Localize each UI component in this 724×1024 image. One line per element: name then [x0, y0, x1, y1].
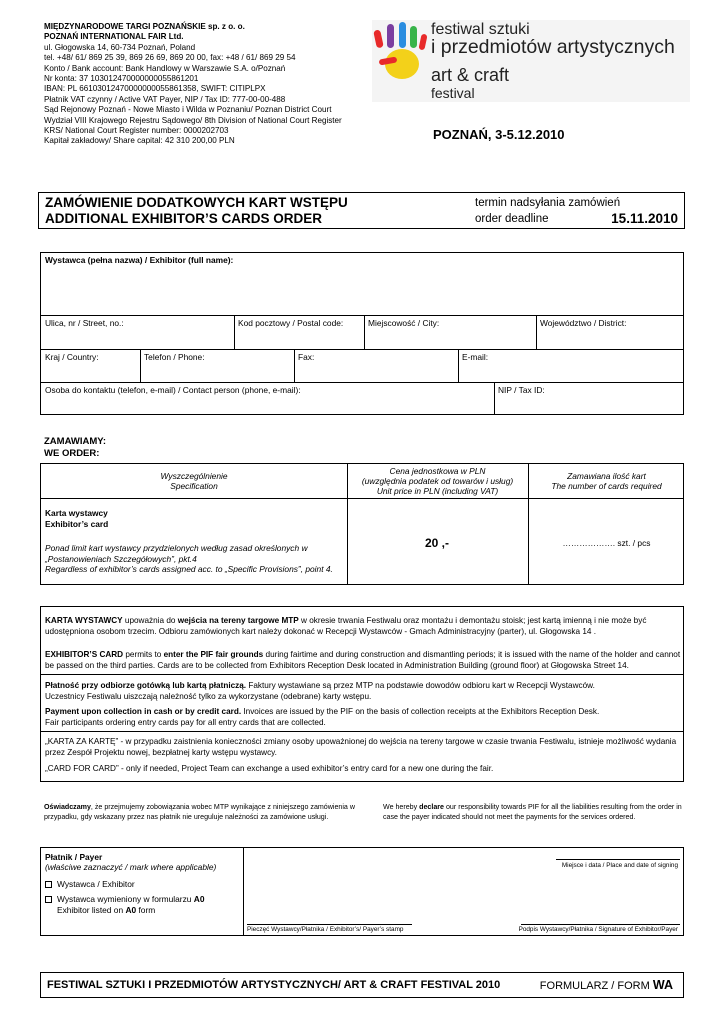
- phone-label: Telefon / Phone:: [144, 352, 205, 362]
- order-table: [40, 463, 684, 585]
- payer-option-a0-en-code: A0: [125, 905, 137, 915]
- event-location-date: POZNAŃ, 3-5.12.2010: [433, 127, 565, 142]
- payer-option-a0[interactable]: [45, 894, 204, 904]
- form-footer: [40, 972, 684, 998]
- declaration-en-bold: declare: [419, 803, 445, 811]
- col-unit-price-pl: Cena jednostkowa w PLN: [389, 466, 486, 476]
- card-terms-en-bold-1: EXHIBITOR’S CARD: [45, 650, 124, 659]
- item-note-pl-1: Ponad limit kart wystawcy przydzielonych według zasad określonych w: [45, 543, 308, 553]
- declaration-pl: [44, 803, 364, 822]
- footer-title: FESTIWAL SZTUKI I PRZEDMIOTÓW ARTYSTYCZNYCH/ ART & CRAFT FESTIVAL 2010: [47, 979, 501, 991]
- company-vat: Płatnik VAT czynny / Active VAT Payer, NIP / Tax ID: 777-00-00-488: [44, 94, 286, 104]
- city-field[interactable]: [364, 316, 536, 349]
- deadline-label-en: order deadline: [475, 213, 549, 225]
- company-iban: IBAN: PL 66103012470000000055861358, SWIFT: CITIPLPX: [44, 84, 266, 94]
- contact-person-field[interactable]: [41, 383, 494, 415]
- deadline-date: 15.11.2010: [611, 211, 678, 226]
- form-code: [540, 978, 673, 992]
- hand-logo-icon: [372, 20, 428, 86]
- order-item-exhibitor-card: [45, 508, 343, 575]
- payment-terms-en: [45, 707, 681, 728]
- payment-terms-en-bold: Payment upon collection in cash or by credit card.: [45, 707, 242, 716]
- district-field[interactable]: [536, 316, 684, 349]
- declaration-pl-bold: Oświadczamy: [44, 803, 91, 811]
- checkbox-exhibitor[interactable]: [45, 881, 52, 888]
- card-terms-pl-bold-1: KARTA WYSTAWCY: [45, 616, 123, 625]
- we-order-heading: [44, 436, 106, 459]
- logo-line-1: festiwal sztuki: [431, 21, 530, 38]
- order-title-en: ADDITIONAL EXHIBITOR’S CARDS ORDER: [45, 211, 323, 226]
- payment-terms-pl-text-1: Faktury wystawiane są przez MTP na podstawie dowodów odbioru kart w Recepcji Wystawców.: [246, 681, 595, 690]
- city-label: Miejscowość / City:: [368, 318, 440, 328]
- declaration-en: [383, 803, 683, 822]
- payment-terms-en-text-2: Fair participants ordering entry cards pay for all entry cards that are collected.: [45, 717, 326, 727]
- col-specification-pl: Wyszczególnienie: [160, 471, 228, 481]
- col-unit-price-header: [347, 466, 528, 496]
- payer-option-a0-label: Wystawca wymieniony w formularzu: [57, 894, 194, 904]
- card-terms-en-bold-2: enter the PIF fair grounds: [163, 650, 264, 659]
- tax-id-label: NIP / Tax ID:: [498, 385, 545, 395]
- payer-title: Płatnik / Payer: [45, 852, 103, 862]
- payment-terms-pl-bold: Płatność przy odbiorze gotówką lub kartą płatniczą.: [45, 681, 247, 690]
- company-phone: tel. +48/ 61/ 869 25 39, 869 26 69, 869 20 00, fax: +48 / 61/ 869 29 54: [44, 53, 296, 63]
- col-specification-header: [41, 471, 347, 491]
- card-for-card-pl: „KARTA ZA KARTĘ” - w przypadku zaistnienia konieczności zmiany osoby upoważnionej do wejścia na tereny targowe w czasie trwania Festiwalu, istnieje możliwość wydania przez Zespół Projektu nowej, bezpłatnej karty wstępu wystawcy.: [45, 737, 677, 757]
- postal-code-field[interactable]: [234, 316, 364, 349]
- col-unit-price-en: Unit price in PLN (including VAT): [376, 486, 499, 496]
- fax-field[interactable]: [294, 350, 458, 382]
- logo-line-3: art & craft: [431, 65, 510, 85]
- company-name-pl: MIĘDZYNARODOWE TARGI POZNAŃSKIE sp. z o. o.: [44, 22, 245, 31]
- payer-option-a0-en-suffix: form: [136, 905, 156, 915]
- order-title-box: [38, 192, 685, 229]
- form-code-label: FORMULARZ / FORM: [539, 980, 653, 992]
- card-terms-en-text-1: permits to: [123, 650, 164, 659]
- exhibitor-name-label: Wystawca (pełna nazwa) / Exhibitor (full name):: [45, 255, 234, 265]
- payer-box: [40, 847, 684, 936]
- logo-line-4: festival: [431, 85, 475, 101]
- place-date-label: Miejsce i data / Place and date of signing: [561, 862, 678, 869]
- item-note-pl-2: „Postanowieniach Szczegółowych”, pkt.4: [45, 553, 197, 564]
- terms-info-box: [40, 606, 684, 782]
- street-label: Ulica, nr / Street, no.:: [45, 318, 124, 328]
- order-title-pl: ZAMÓWIENIE DODATKOWYCH KART WSTĘPU: [45, 195, 348, 210]
- tax-id-field[interactable]: [494, 383, 684, 415]
- unit-price-value: 20 ,-: [424, 536, 449, 550]
- card-terms-pl: [45, 616, 681, 637]
- payer-option-a0-en: [57, 905, 155, 915]
- declaration-en-text-1: We hereby: [383, 803, 420, 811]
- col-specification-en: Specification: [170, 481, 218, 491]
- signature-label: Podpis Wystawcy/Płatnika / Signature of Exhibitor/Payer: [518, 926, 678, 933]
- company-address: ul. Głogowska 14, 60-734 Poznań, Poland: [44, 42, 196, 52]
- we-order-pl: ZAMAWIAMY:: [44, 436, 107, 447]
- card-terms-pl-text-1: upoważnia do: [122, 616, 178, 625]
- district-label: Województwo / District:: [540, 318, 627, 328]
- street-field[interactable]: [41, 316, 234, 349]
- card-terms-en: [45, 650, 681, 671]
- declaration-en-text-2: our responsibility towards PIF for all the liabilities resulting from the order in case the payer indicated should not meet the payments for the services ordered.: [383, 803, 682, 821]
- postal-code-label: Kod pocztowy / Postal code:: [238, 318, 344, 328]
- card-for-card-en: „CARD FOR CARD” - only if needed, Project Team can exchange a used exhibitor’s entry card for a new one during the fair.: [45, 764, 494, 773]
- company-krs: KRS/ National Court Register number: 0000202703: [44, 126, 229, 136]
- fax-label: Fax:: [298, 352, 315, 362]
- company-account: Nr konta: 37 103012470000000055861201: [44, 74, 199, 84]
- company-court: Sąd Rejonowy Poznań - Nowe Miasto i Wilda w Poznaniu/ Poznan District Court: [44, 105, 332, 115]
- stamp-label: Pieczęć Wystawcy/Płatnika / Exhibitor’s/ Payer’s stamp: [247, 926, 404, 933]
- contact-person-label: Osoba do kontaktu (telefon, e-mail) / Contact person (phone, e-mail):: [45, 385, 301, 395]
- phone-field[interactable]: [140, 350, 294, 382]
- declaration-pl-text: , że przejmujemy zobowiązania wobec MTP wynikające z niniejszego zamówienia w przypadku, gdy wskazany przez nas płatnik nie ureguluje należności za zamówione usługi.: [44, 803, 355, 821]
- company-name-en: POZNAŃ INTERNATIONAL FAIR Ltd.: [44, 32, 184, 42]
- festival-logo: [372, 20, 690, 102]
- payer-option-exhibitor-label: Wystawca / Exhibitor: [57, 879, 135, 889]
- quantity-input[interactable]: ………………. szt. / pcs: [562, 538, 651, 548]
- payment-terms-en-text-1: Invoices are issued by the PIF on the basis of collection receipts at the Exhibitors Reception Desk.: [241, 707, 600, 716]
- payer-option-exhibitor[interactable]: [45, 879, 135, 889]
- col-quantity-header: [528, 471, 685, 491]
- company-register-division: Wydział VIII Krajowego Rejestru Sądowego/ 8th Division of National Court Register: [44, 115, 342, 125]
- country-field[interactable]: [41, 350, 140, 382]
- item-name-pl: Karta wystawcy: [45, 508, 108, 518]
- form-code-value: WA: [652, 978, 673, 992]
- company-capital: Kapitał zakładowy/ Share capital: 42 310 200,00 PLN: [44, 136, 235, 146]
- we-order-en: WE ORDER:: [44, 447, 100, 459]
- col-unit-price-vat-pl: (uwzględnia podatek od towarów i usług): [361, 476, 514, 486]
- exhibitor-name-field[interactable]: [41, 253, 685, 315]
- exhibitor-details-form: [40, 252, 684, 415]
- email-label: E-mail:: [462, 352, 489, 362]
- col-quantity-en: The number of cards required: [551, 481, 662, 491]
- payment-terms-pl-text-2: Uczestnicy Festiwalu uiszczają należność tylko za wykorzystane (odebrane) karty wstępu.: [45, 691, 372, 701]
- payer-subtitle: (właściwe zaznaczyć / mark where applicable): [45, 862, 217, 872]
- deadline-label-pl: termin nadsyłania zamówień: [475, 197, 621, 209]
- item-name-en: Exhibitor’s card: [45, 518, 109, 529]
- country-label: Kraj / Country:: [45, 352, 99, 362]
- logo-line-2: i przedmiotów artystycznych: [431, 36, 675, 58]
- company-info: [44, 22, 374, 147]
- email-field[interactable]: [458, 350, 684, 382]
- col-quantity-pl: Zamawiana ilość kart: [567, 471, 646, 481]
- card-terms-pl-text-2: w okresie trwania Festiwalu oraz montażu i demontażu stoisk; jest kartą imienną i nie może być udostępniona osobom trzecim. Odbioru zamówionych kart należy dokonać w Recepcji Wystawców - Gmach Administracyjny (parter), ul. Głogowska 14 .: [45, 616, 647, 636]
- item-note-en: Regardless of exhibitor’s cards assigned acc. to „Specific Provisions”, point 4.: [45, 564, 333, 574]
- payment-terms-pl: [45, 681, 681, 702]
- card-terms-en-text-2: during fairtime and during construction and dismantling periods; it is issued with the name of the holder and cannot be passed on the third parties. Cards are to be collected from Exhibitors Reception Desk located in Administration Building (ground floor) at Głogowska Street 14.: [45, 650, 681, 670]
- card-terms-pl-bold-2: wejścia na tereny targowe MTP: [177, 616, 299, 625]
- payer-option-a0-code: A0: [193, 894, 205, 904]
- company-bank: Konto / Bank account: Bank Handlowy w Warszawie S.A. o/Poznań: [44, 63, 286, 73]
- checkbox-a0-exhibitor[interactable]: [45, 896, 52, 903]
- payer-option-a0-en-label: Exhibitor listed on: [57, 905, 126, 915]
